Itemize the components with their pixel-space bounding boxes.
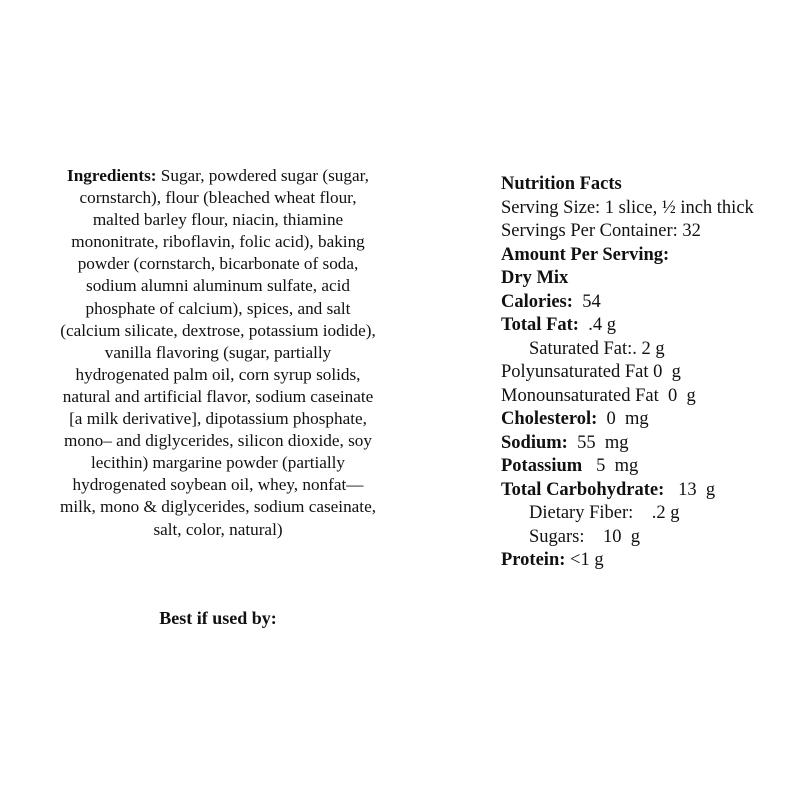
cholesterol-row — [501, 408, 771, 432]
ingredients-block — [60, 165, 400, 541]
cholesterol-value: 0 mg — [597, 409, 649, 429]
sodium-value: 55 mg — [567, 432, 629, 453]
protein-value: <1 g — [565, 550, 604, 570]
monounsaturated-fat-row: Monounsaturated Fat 0 g — [501, 385, 696, 406]
total-fat-row — [501, 314, 771, 338]
total-carbohydrate-row — [501, 479, 771, 503]
potassium-value: 5 mg — [582, 456, 639, 476]
sugars-row: Sugars: 10 g — [529, 526, 640, 547]
potassium-label: Potassium — [501, 456, 583, 476]
protein-label: Protein: — [501, 550, 566, 570]
total-fat-value: .4 g — [578, 315, 616, 335]
saturated-fat-row: Saturated Fat:. 2 g — [529, 338, 665, 359]
best-if-used-by-label: Best if used by: — [159, 608, 277, 628]
servings-per-container: Servings Per Container: 32 — [501, 221, 701, 241]
dietary-fiber-row: Dietary Fiber: .2 g — [529, 503, 680, 523]
potassium-row — [501, 455, 771, 479]
amount-per-serving: Amount Per Serving: — [501, 244, 670, 265]
ingredients-label: Ingredients: — [67, 166, 157, 185]
serving-size: Serving Size: 1 slice, ½ inch thick — [501, 197, 754, 218]
calories-row — [501, 291, 771, 315]
total-carbohydrate-label: Total Carbohydrate: — [501, 479, 665, 500]
protein-row — [501, 549, 771, 573]
cholesterol-label: Cholesterol: — [501, 409, 598, 429]
ingredients-text: Sugar, powdered sugar (sugar, cornstarch), flour (bleached wheat flour, malted barley flour, niacin, thiamine mononitrate, riboflavin, folic acid), baking powder (cornstarch, bicarbonate of soda, sodium alumni aluminum sulfate, acid phosphate of calcium), spices, and salt (calcium silicate, dextrose, potassium iodide), vanilla flavoring (sugar, partially hydrogenated palm oil, corn syrup solids, natural and artificial flavor, sodium caseinate [a milk derivative], dipotassium phosphate, mono– and diglycerides, silicon dioxide, soy lecithin) margarine powder (partially hydrogenated soybean oil, whey, nonfat—milk, mono & diglycerides, sodium caseinate, salt, color, natural) — [60, 166, 400, 539]
calories-value: 54 — [572, 291, 601, 312]
sodium-row — [501, 432, 771, 456]
nutrition-title: Nutrition Facts — [501, 174, 622, 194]
nutrition-facts-panel — [501, 173, 771, 573]
sodium-label: Sodium: — [501, 432, 568, 453]
total-fat-label: Total Fat: — [501, 315, 579, 335]
calories-label: Calories: — [501, 291, 573, 312]
polyunsaturated-fat-row: Polyunsaturated Fat 0 g — [501, 362, 681, 382]
dry-mix-heading: Dry Mix — [501, 268, 569, 288]
total-carbohydrate-value: 13 g — [664, 479, 716, 500]
